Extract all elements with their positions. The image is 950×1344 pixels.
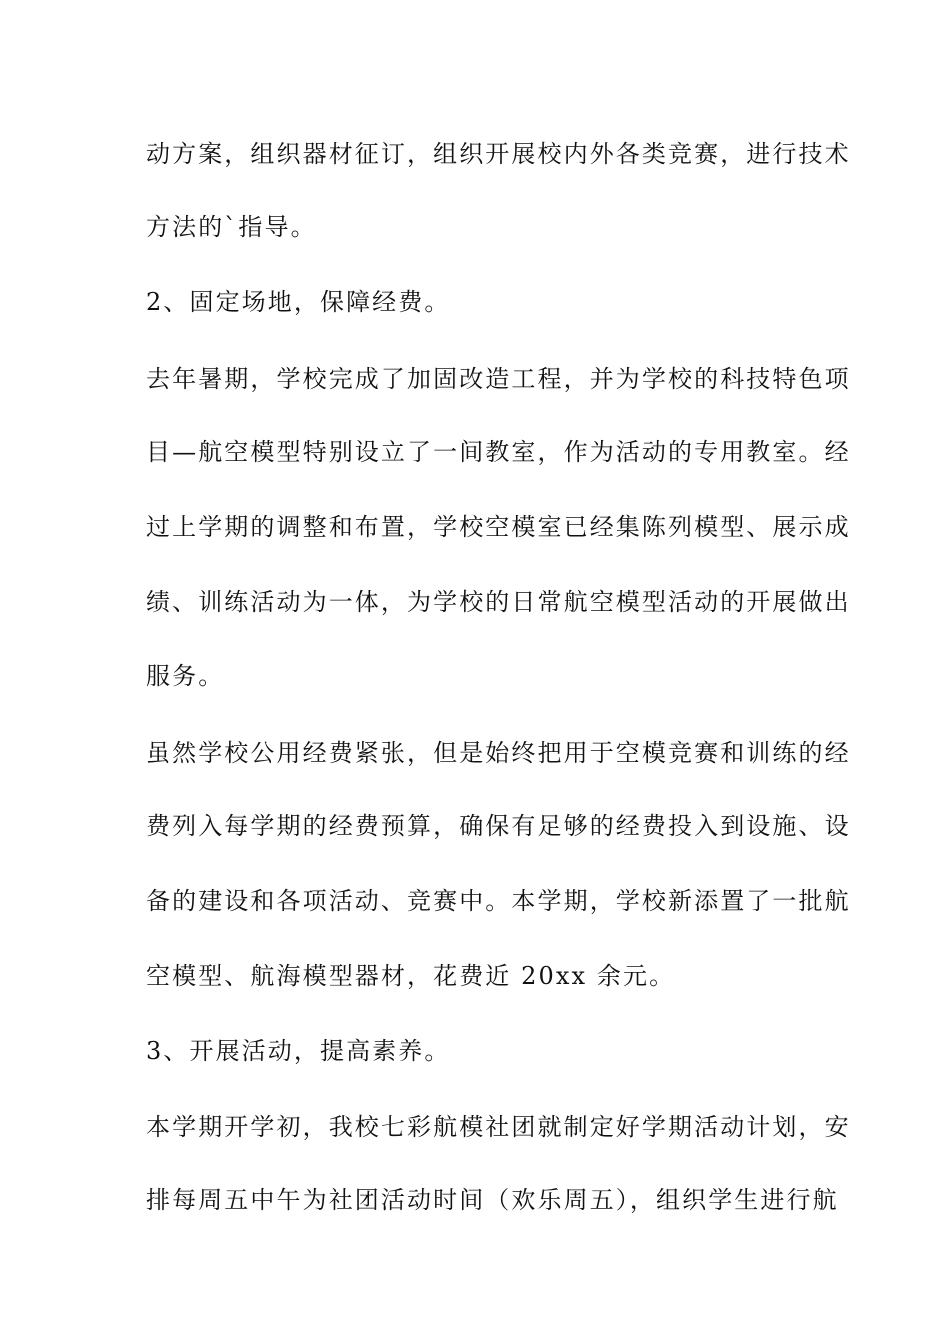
section-heading: 3、开展活动，提高素养。 <box>146 1037 451 1065</box>
text-line: 去年暑期，学校完成了加固改造工程，并为学校的科技特色项 <box>146 365 851 393</box>
text-line: 费列入每学期的经费预算，确保有足够的经费投入到设施、设 <box>146 812 851 840</box>
text-line: 备的建设和各项活动、竞赛中。本学期，学校新添置了一批航 <box>146 887 851 915</box>
text-line: 本学期开学初，我校七彩航模社团就制定好学期活动计划，安 <box>146 1113 851 1141</box>
text-line: 虽然学校公用经费紧张，但是始终把用于空模竞赛和训练的经 <box>146 739 851 767</box>
text-line: 空模型、航海模型器材，花费近 20xx 余元。 <box>146 962 676 990</box>
text-line: 过上学期的调整和布置，学校空模室已经集陈列模型、展示成 <box>146 513 851 541</box>
text-line: 方法的`指导。 <box>146 213 317 241</box>
text-line: 服务。 <box>146 662 225 690</box>
text-line: 目—航空模型特别设立了一间教室，作为活动的专用教室。经 <box>146 438 851 466</box>
section-heading: 2、固定场地，保障经费。 <box>146 288 451 316</box>
text-line: 动方案，组织器材征订，组织开展校内外各类竞赛，进行技术 <box>146 140 851 168</box>
text-line: 排每周五中午为社团活动时间（欢乐周五），组织学生进行航 <box>146 1186 839 1214</box>
text-line: 绩、训练活动为一体，为学校的日常航空模型活动的开展做出 <box>146 588 851 616</box>
